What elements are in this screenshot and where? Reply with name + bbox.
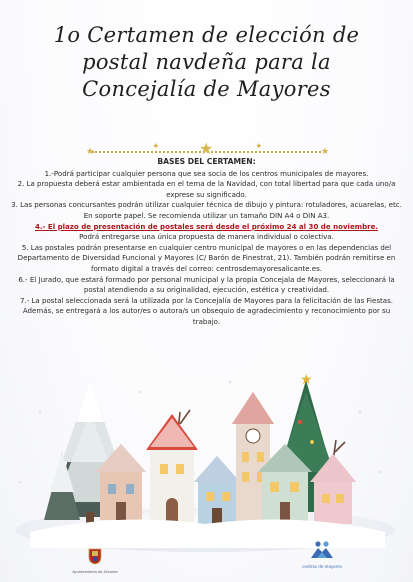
rule-3: 3. Las personas concursantes podrán utilizar cualquier técnica de dibujo y pintura: rotuladores, acuarelas, etc. En soporte papel. Se recomienda utilizar un tamaño DIN A4 o DIN A3. [11,200,402,220]
senior-centers-logo [296,540,348,569]
title-line-1: 1o Certamen de elección de [53,23,360,47]
rule-4-note: Podrá entregarse una única propuesta de manera individual o colectiva. [79,232,334,242]
city-council-caption: Ayuntamiento de Alicante [72,570,118,574]
coat-of-arms-icon [88,547,102,565]
poster-title [20,22,393,103]
deadline-highlight: 4.- El plazo de presentación de postales será desde el próximo 24 al 30 de noviembre. [34,221,379,231]
small-star-icon: ✦ [152,142,160,152]
rule-7: 7.- La postal seleccionada será la utilizada por la Concejalía de Mayores para la felicitación de las Fiestas. Además, se entregará a los autor/es o autora/s un obsequio de agradecimiento y reconocimiento por su trabajo. [20,295,393,326]
house-white-center [146,414,198,522]
house-blue-small [194,456,240,524]
people-logo-icon [309,540,335,560]
rule-6: 6.- El Jurado, que estará formado por personal municipal y la propia Concejala de Mayores, seleccionará la postal atendiendo a su originalidad, ejecución, estética y creatividad. [18,274,395,295]
small-star-icon: ★ [321,147,330,157]
city-council-logo [72,547,118,574]
rules-heading: BASES DEL CERTAMEN: [157,157,256,166]
small-star-icon: ★ [86,147,95,157]
rule-2: 2. La propuesta deberá estar ambientada en el tema de la Navidad, con total libertad para que cada uno/a exprese su significado. [17,179,396,199]
title-line-3: Concejalía de Mayores [82,77,331,101]
rule-4 [10,222,403,233]
svg-text:★: ★ [300,372,313,388]
big-star-icon: ★ [199,139,214,158]
star-divider [86,139,330,158]
small-star-icon: ✦ [255,142,263,152]
rule-5: 5. Las postales podrán presentarse en cualquier centro municipal de mayores o en las dependencias del Departamento de Diversidad Funcional y Mayores (C/ Barón de Finestrat, 21). También podrán remitirse en formato digital a través del correo: centrosdemayoresalicante.es. [17,242,396,273]
contest-rules [10,157,403,328]
senior-centers-caption: centros de mayores [302,564,342,569]
title-line-2: postal navdeña para la [82,50,331,74]
christmas-village-illustration [0,352,413,582]
rule-1: 1.-Podrá participar cualquier persona que sea socia de los centros municipales de mayores. [44,168,369,178]
